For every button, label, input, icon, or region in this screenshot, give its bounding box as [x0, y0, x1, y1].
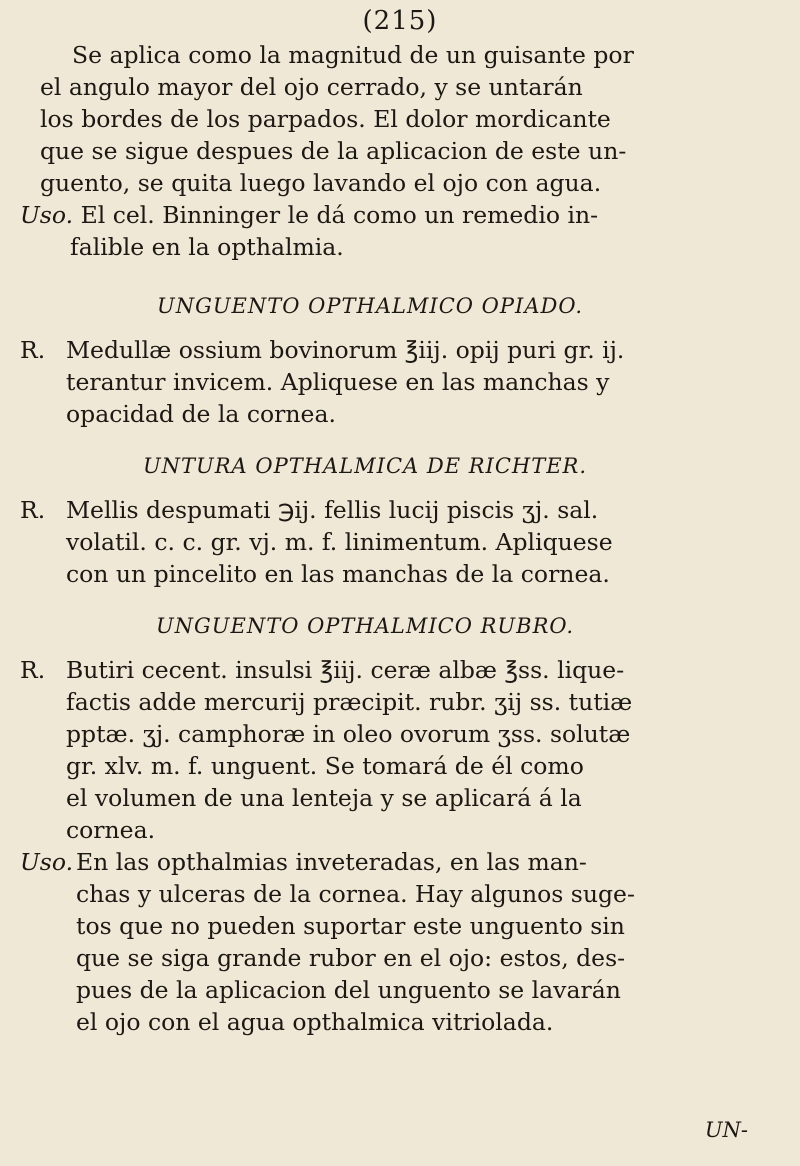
text-line: que se siga grande rubor en el ojo: estos, des-: [76, 944, 626, 972]
text-line: Butiri cecent. insulsi ℥iij. ceræ albæ ℥ss. lique-: [66, 656, 625, 684]
text-line: factis adde mercurij præcipit. rubr. ʒij ss. tutiæ: [66, 688, 633, 716]
text-line: chas y ulceras de la cornea. Hay algunos suge-: [76, 880, 635, 908]
recipe-label: R.: [20, 336, 46, 364]
uso-label: Uso.: [20, 201, 74, 229]
text-line: Mellis despumati ℈ij. fellis lucij piscis ʒj. sal.: [66, 496, 599, 524]
text-line: volatil. c. c. gr. vj. m. f. linimentum. Apliquese: [66, 528, 613, 556]
recipe-3: [20, 654, 770, 846]
text-line: tos que no pueden suportar este unguento sin: [76, 912, 625, 940]
text-line: que se sigue despues de la aplicacion de este un-: [40, 137, 627, 165]
uso-section-1: [20, 199, 770, 263]
intro-paragraph: [40, 39, 770, 199]
heading-richter: UNTURA OPTHALMICA DE RICHTER.: [142, 454, 588, 478]
text-line: el angulo mayor del ojo cerrado, y se untarán: [40, 73, 583, 101]
uso-section-2: [20, 846, 770, 1038]
text-line: pptæ. ʒj. camphoræ in oleo ovorum ʒss. solutæ: [66, 720, 631, 748]
text-line: pues de la aplicacion del unguento se lavarán: [76, 976, 621, 1004]
text-line: gr. xlv. m. f. unguent. Se tomará de él como: [66, 752, 584, 780]
recipe-2: [20, 494, 770, 590]
text-line: el ojo con el agua opthalmica vitriolada.: [76, 1008, 554, 1036]
recipe-1: [20, 334, 770, 430]
text-line: falible en la opthalmia.: [70, 233, 344, 261]
recipe-label: R.: [20, 656, 46, 684]
text-line: el volumen de una lenteja y se aplicará á la: [66, 784, 582, 812]
text-line: los bordes de los parpados. El dolor mordicante: [40, 105, 611, 133]
text-line: con un pincelito en las manchas de la cornea.: [66, 560, 610, 588]
text-line: El cel. Binninger le dá como un remedio in-: [80, 201, 599, 229]
text-line: Se aplica como la magnitud de un guisante por: [72, 41, 634, 69]
text-line: guento, se quita luego lavando el ojo con agua.: [40, 169, 602, 197]
recipe-label: R.: [20, 496, 46, 524]
text-line: terantur invicem. Apliquese en las manchas y: [66, 368, 610, 396]
uso-label: Uso.: [20, 848, 74, 876]
text-line: cornea.: [66, 816, 156, 844]
text-line: En las opthalmias inveteradas, en las man-: [76, 848, 587, 876]
page-number: (215): [362, 6, 438, 36]
heading-opiado: UNGUENTO OPTHALMICO OPIADO.: [157, 294, 583, 318]
text-line: Medullæ ossium bovinorum ℥iij. opij puri gr. ij.: [66, 336, 625, 364]
text-line: opacidad de la cornea.: [66, 400, 336, 428]
heading-rubro: UNGUENTO OPTHALMICO RUBRO.: [155, 614, 575, 638]
catchword: UN-: [704, 1118, 748, 1142]
